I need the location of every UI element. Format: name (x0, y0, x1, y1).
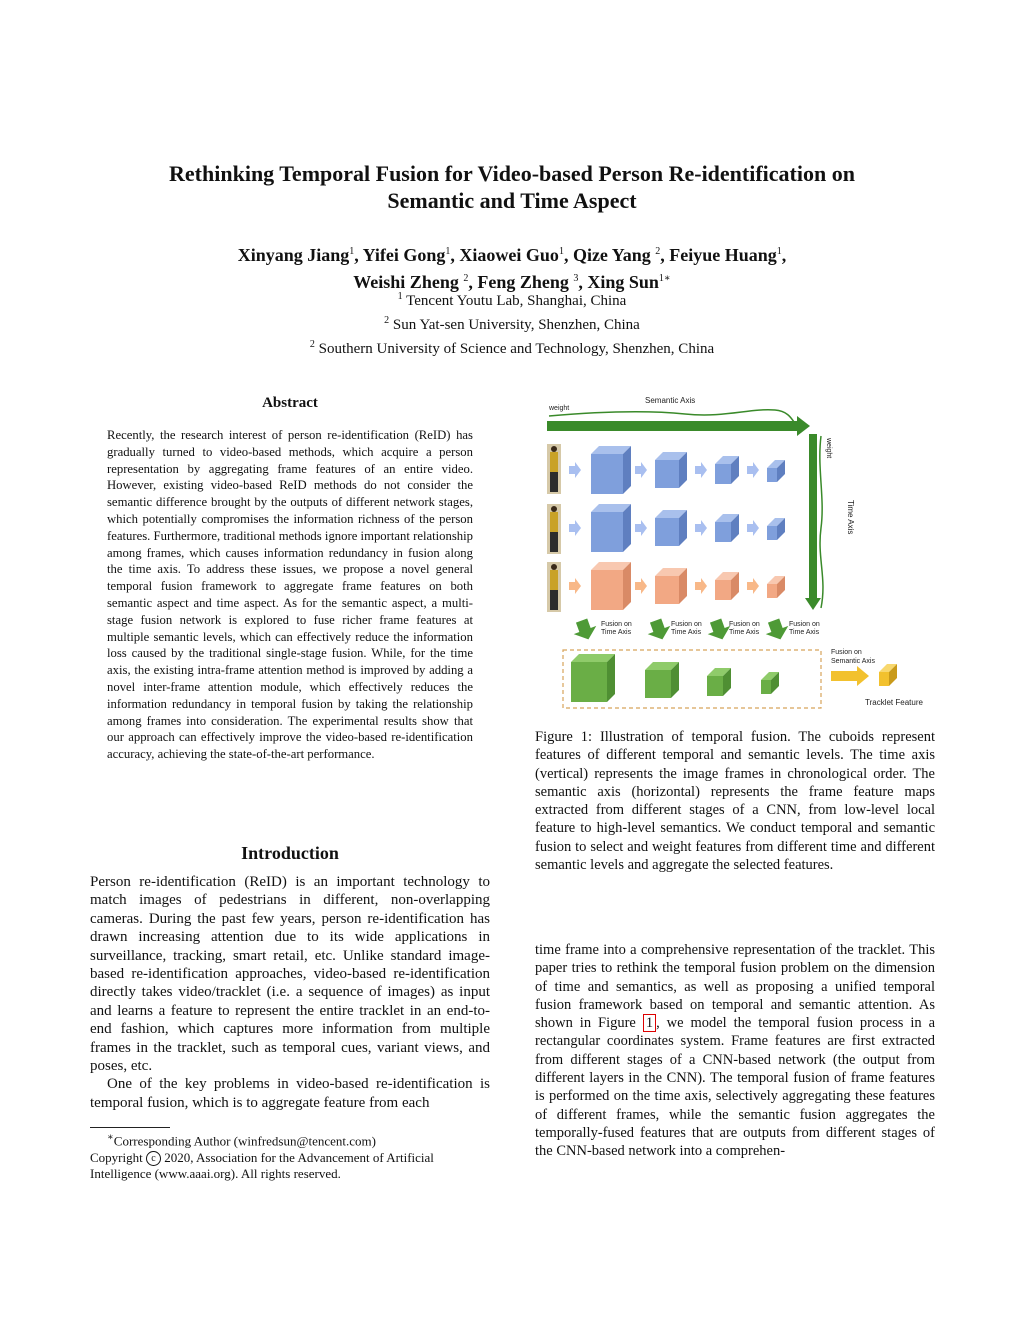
body-text: , we model the temporal fusion process in a rectangular coordinates system. Frame features are first extracted from different stages of a CNN-based network (the output from different layers in the CNN). The temporal fusion of frame features is performed on the time axis, selectively aggregating these features of different frames, while the semantic fusion aggregates the temporally-fused features that are outputs from different stages of the CNN-based network into a comprehen- (535, 1015, 936, 1160)
fusion-arrow-icon (644, 616, 673, 643)
figure-reference-link[interactable]: 1 (643, 1014, 656, 1032)
author-list (80, 240, 944, 294)
author-separator: , (578, 272, 588, 292)
feature-cuboid (655, 452, 687, 488)
author-name: Feiyue Huang (669, 245, 777, 265)
footnote-rule (90, 1127, 170, 1128)
fusion-semantic-arrow-icon (831, 666, 869, 686)
footnote (90, 1130, 490, 1183)
fusion-arrow-icon (762, 616, 791, 643)
affiliation (80, 287, 944, 311)
fusion-semantic-label: Semantic Axis (831, 658, 875, 665)
paper-title (80, 160, 944, 214)
tracklet-feature-cuboid (879, 664, 897, 686)
fused-cuboid (645, 662, 679, 698)
weight-label-top: weight (549, 405, 570, 412)
fusion-label: Fusion on (729, 621, 760, 628)
feature-cuboid (591, 504, 631, 552)
row-arrow (569, 520, 581, 536)
semantic-axis-label: Semantic Axis (645, 396, 696, 405)
author-name: Xinyang Jiang (237, 245, 350, 265)
author-name: Xiaowei Guo (459, 245, 559, 265)
frame-image-3 (547, 562, 561, 612)
row-arrow (747, 462, 759, 478)
affiliation-text: Southern University of Science and Technology, Shenzhen, China (314, 341, 715, 357)
fusion-time-2 (644, 616, 702, 643)
time-weight-curve (820, 436, 823, 608)
author-separator: , (468, 272, 478, 292)
figure-temporal-fusion (535, 388, 935, 718)
row-arrow (695, 462, 707, 478)
row-arrow (635, 578, 647, 594)
author-affil-sup: 1∗ (658, 273, 671, 284)
copyright-prefix: Copyright (90, 1149, 146, 1165)
row-arrow (695, 520, 707, 536)
right-column-body (535, 941, 935, 1161)
author-affil-sup: 2 (463, 273, 469, 284)
corresponding-author-note (90, 1130, 490, 1150)
feature-cuboid (767, 576, 785, 598)
feature-cuboid (715, 572, 739, 600)
time-axis-arrowhead (805, 598, 821, 610)
frame-image-1 (547, 444, 561, 494)
semantic-axis-arrowhead (797, 416, 810, 436)
author-affil-sup: 1 (558, 246, 564, 257)
author-name: Qize Yang (572, 245, 656, 265)
feature-cuboid (767, 518, 785, 540)
author-name: Xing Sun (587, 272, 659, 292)
fusion-time-4 (762, 616, 820, 643)
author-affil-sup: 1 (349, 246, 355, 257)
footnote-mark: ∗ (107, 1132, 114, 1143)
fused-cuboid (707, 668, 731, 696)
row-arrow (695, 578, 707, 594)
introduction-paragraph-1: Person re-identification (ReID) is an important technology to match images of pedestrians in different, non-overlapping cameras. During the past few years, person re-identification has drawn increasing attention due to its wide applications in surveillance, tracking, smart retail, etc. Unlike standard image-based re-identification approaches, video-based re-identification directly takes video/tracklet (i.e. a sequence of images) as input and learns a feature to represent the entire tracklet in an end-to-end fashion, which captures more information from multiple frames in the tracklet, such as temporal cues, variant views, and poses, etc. (90, 874, 490, 1075)
fusion-label: Fusion on (671, 621, 702, 628)
affiliation-sup: 2 (309, 339, 315, 350)
author-separator: , (563, 245, 573, 265)
fusion-time-3 (704, 616, 760, 643)
time-axis-bar (809, 434, 817, 599)
row-arrow (635, 462, 647, 478)
feature-cuboid (715, 456, 739, 484)
introduction-heading: Introduction (241, 843, 339, 863)
affiliation-sup: 2 (384, 315, 390, 326)
author-affil-sup: 2 (655, 246, 661, 257)
figure-caption: Figure 1: Illustration of temporal fusion. The cuboids represent features of different temporal and semantic levels. The time axis (vertical) represents the image frames in chronological order. The semantic axis (horizontal) represents the frame feature maps extracted from different stages of a CNN, from low-level local feature to high-level semantics. We conduct temporal and semantic fusion to select and weight features from different time and different semantic levels and aggregate the selected features. (535, 729, 935, 874)
author-affil-sup: 1 (776, 246, 782, 257)
introduction-paragraph-2: One of the key problems in video-based re-identification is temporal fusion, which is to aggregate feature from each (90, 1076, 490, 1111)
author-separator: , (781, 245, 787, 265)
fusion-label: Time Axis (671, 629, 702, 636)
fusion-arrow-icon (570, 616, 599, 643)
tracklet-feature-label: Tracklet Feature (865, 698, 923, 707)
semantic-axis-bar (547, 421, 797, 431)
frame-image-2 (547, 504, 561, 554)
abstract-heading: Abstract (262, 395, 318, 411)
author-separator: , (660, 245, 670, 265)
fusion-semantic-label: Fusion on (831, 649, 862, 656)
author-name: Feng Zheng (477, 272, 574, 292)
row-arrow (747, 520, 759, 536)
author-line-1 (80, 240, 944, 267)
author-affil-sup: 1 (445, 246, 451, 257)
fusion-label: Fusion on (601, 621, 632, 628)
affiliation-text: Tencent Youtu Lab, Shanghai, China (402, 293, 627, 309)
introduction-body (90, 873, 490, 1112)
feature-cuboid (767, 460, 785, 482)
feature-cuboid (591, 446, 631, 494)
feature-row-1 (569, 446, 785, 494)
row-arrow (747, 578, 759, 594)
fusion-time-1 (570, 616, 632, 643)
author-name: Yifei Gong (362, 245, 446, 265)
author-separator: , (450, 245, 460, 265)
fusion-label: Time Axis (601, 629, 632, 636)
feature-cuboid (655, 568, 687, 604)
row-arrow (635, 520, 647, 536)
affiliation-text: Sun Yat-sen University, Shenzhen, China (389, 317, 640, 333)
feature-cuboid (655, 510, 687, 546)
copyright-notice (90, 1150, 434, 1182)
corresponding-author-text: Corresponding Author (winfredsun@tencent.com) (113, 1133, 376, 1149)
row-arrow (569, 578, 581, 594)
time-axis-label: Time Axis (846, 500, 855, 535)
feature-row-3 (569, 562, 785, 610)
author-name: Weishi Zheng (353, 272, 464, 292)
abstract-text: Recently, the research interest of person re-identification (ReID) has gradually turned to video-based methods, which acquire a person representation by aggregating frame features of an entire video. However, existing video-based ReID methods do not consider the semantic difference brought by the outputs of different network stages, which potentially compromises the information richness of the person features. Furthermore, traditional methods ignore important relationship among frames, which causes information redundancy in fusion along the time axis. To address these issues, we propose a novel general temporal fusion framework to aggregate frame features on both semantic aspect and time aspect. As for the semantic aspect, a multi-stage fusion network is explored to fuse richer frame features at multiple semantic levels, which can effectively reduce the information loss caused by the traditional single-stage fusion. While, for the time axis, the existing intra-frame attention method is improved by adding a novel inter-frame attention module, which effectively reduces the information redundancy in temporal fusion by taking the relationship among frames into consideration. The experimental results show that our approach can effectively improve the video-based re-identification accuracy, achieving the state-of-the-art performance. (107, 428, 473, 762)
fusion-label: Time Axis (729, 629, 760, 636)
affiliation (80, 311, 944, 335)
weight-label-side: weight (825, 438, 832, 459)
row-arrow (569, 462, 581, 478)
author-separator: , (354, 245, 363, 265)
fused-cuboid (761, 672, 779, 694)
copyright-text: 2020, Association for the Advancement of Artificial Intelligence (www.aaai.org). All rights reserved. (90, 1149, 434, 1182)
feature-cuboid (715, 514, 739, 542)
affiliation-sup: 1 (397, 291, 403, 302)
feature-row-2 (569, 504, 785, 552)
affiliation-list (80, 287, 944, 359)
copyright-icon: c (146, 1151, 161, 1166)
title-line-2: Semantic and Time Aspect (387, 188, 637, 213)
body-text: time frame into a comprehensive representation of the tracklet. This paper tries to rethink the temporal fusion problem on the dimension of time and semantics, as well as proposing a unified temporal fusion framework based on temporal and semantic attention. As shown in Figure (535, 942, 935, 1032)
feature-cuboid (591, 562, 631, 610)
affiliation (80, 335, 944, 359)
fusion-label: Fusion on (789, 621, 820, 628)
figure-diagram (535, 388, 935, 718)
title-line-1: Rethinking Temporal Fusion for Video-based Person Re-identification on (169, 161, 855, 186)
fusion-label: Time Axis (789, 629, 820, 636)
fused-cuboid (571, 654, 615, 702)
author-affil-sup: 3 (573, 273, 579, 284)
